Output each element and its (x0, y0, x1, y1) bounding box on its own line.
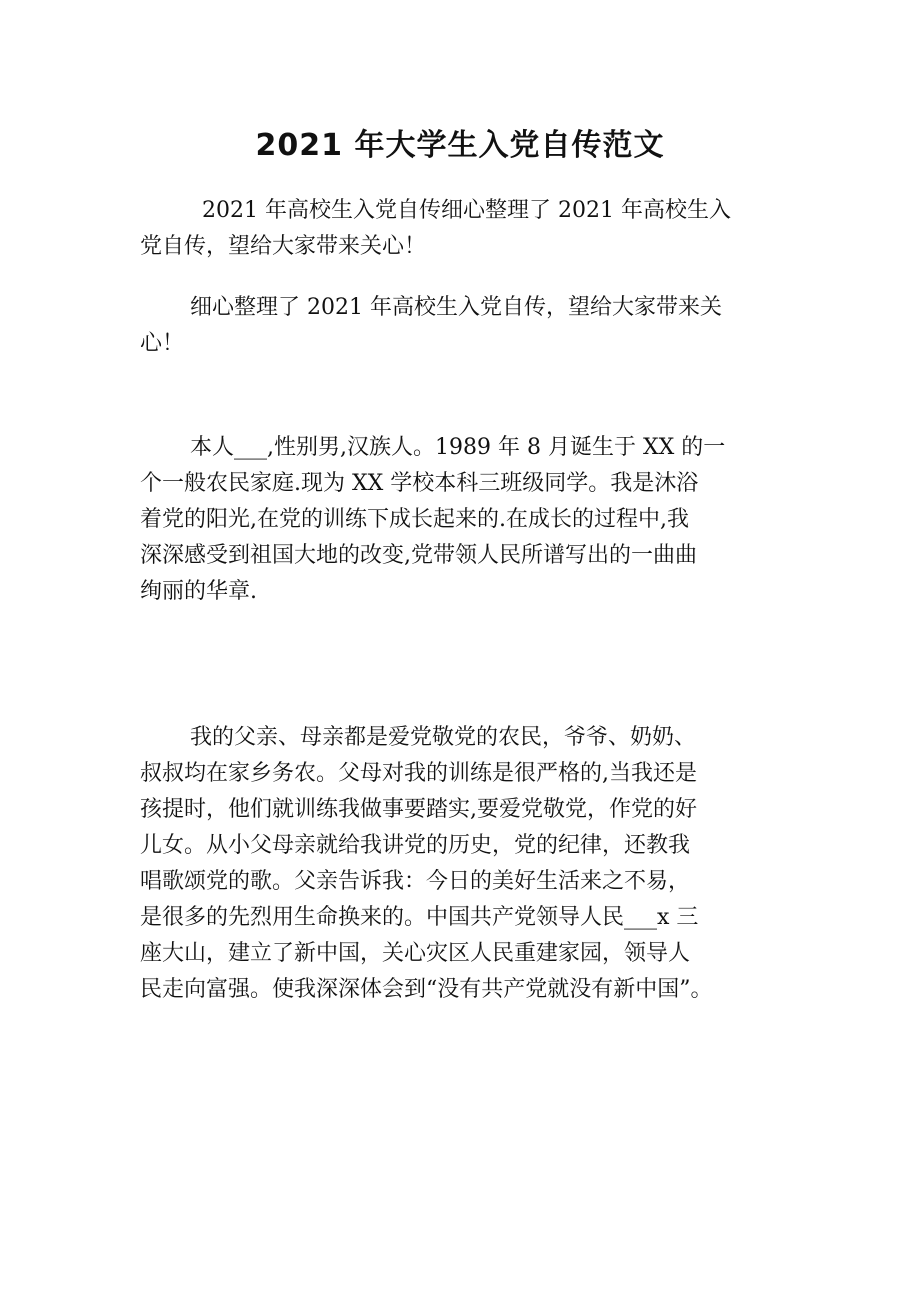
paragraph-line: 我的父亲、母亲都是爱党敬党的农民，爷爷、奶奶、 (190, 725, 697, 750)
paragraph-line: 个一般农民家庭.现为 XX 学校本科三班级同学。我是沐浴 (140, 471, 699, 496)
paragraph-line: 儿女。从小父母亲就给我讲党的历史，党的纪律，还教我 (140, 833, 691, 858)
paragraph-line: 唱歌颂党的歌。父亲告诉我：今日的美好生活来之不易， (140, 869, 691, 894)
paragraph-personal-info (140, 430, 780, 610)
paragraph-line: 党自传，望给大家带来关心！ (140, 234, 427, 259)
paragraph-family (140, 720, 780, 1008)
paragraph-line: 心！ (140, 331, 185, 356)
paragraph-line: 孩提时，他们就训练我做事要踏实,要爱党敬党，作党的好 (140, 797, 697, 822)
paragraph-summary (140, 290, 780, 362)
paragraph-line: 民走向富强。使我深深体会到“没有共产党就没有新中国”。 (140, 977, 713, 1002)
paragraph-line: 绚丽的华章. (140, 579, 257, 604)
paragraph-line: 着党的阳光,在党的训练下成长起来的.在成长的过程中,我 (140, 507, 689, 532)
page-title: 2021 年大学生入党自传范文 (255, 128, 665, 163)
paragraph-line: 深深感受到祖国大地的改变,党带领人民所谱写出的一曲曲 (140, 543, 697, 568)
paragraph-line: 本人___,性别男,汉族人。1989 年 8 月诞生于 XX 的一 (190, 435, 726, 460)
paragraph-line: 是很多的先烈用生命换来的。中国共产党领导人民___x 三 (140, 905, 699, 930)
paragraph-line: 叔叔均在家乡务农。父母对我的训练是很严格的,当我还是 (140, 761, 697, 786)
paragraph-intro (140, 193, 780, 265)
paragraph-line: 细心整理了 2021 年高校生入党自传，望给大家带来关 (190, 295, 722, 320)
paragraph-line: 2021 年高校生入党自传细心整理了 2021 年高校生入 (202, 198, 731, 223)
paragraph-line: 座大山，建立了新中国，关心灾区人民重建家园，领导人 (140, 941, 691, 966)
